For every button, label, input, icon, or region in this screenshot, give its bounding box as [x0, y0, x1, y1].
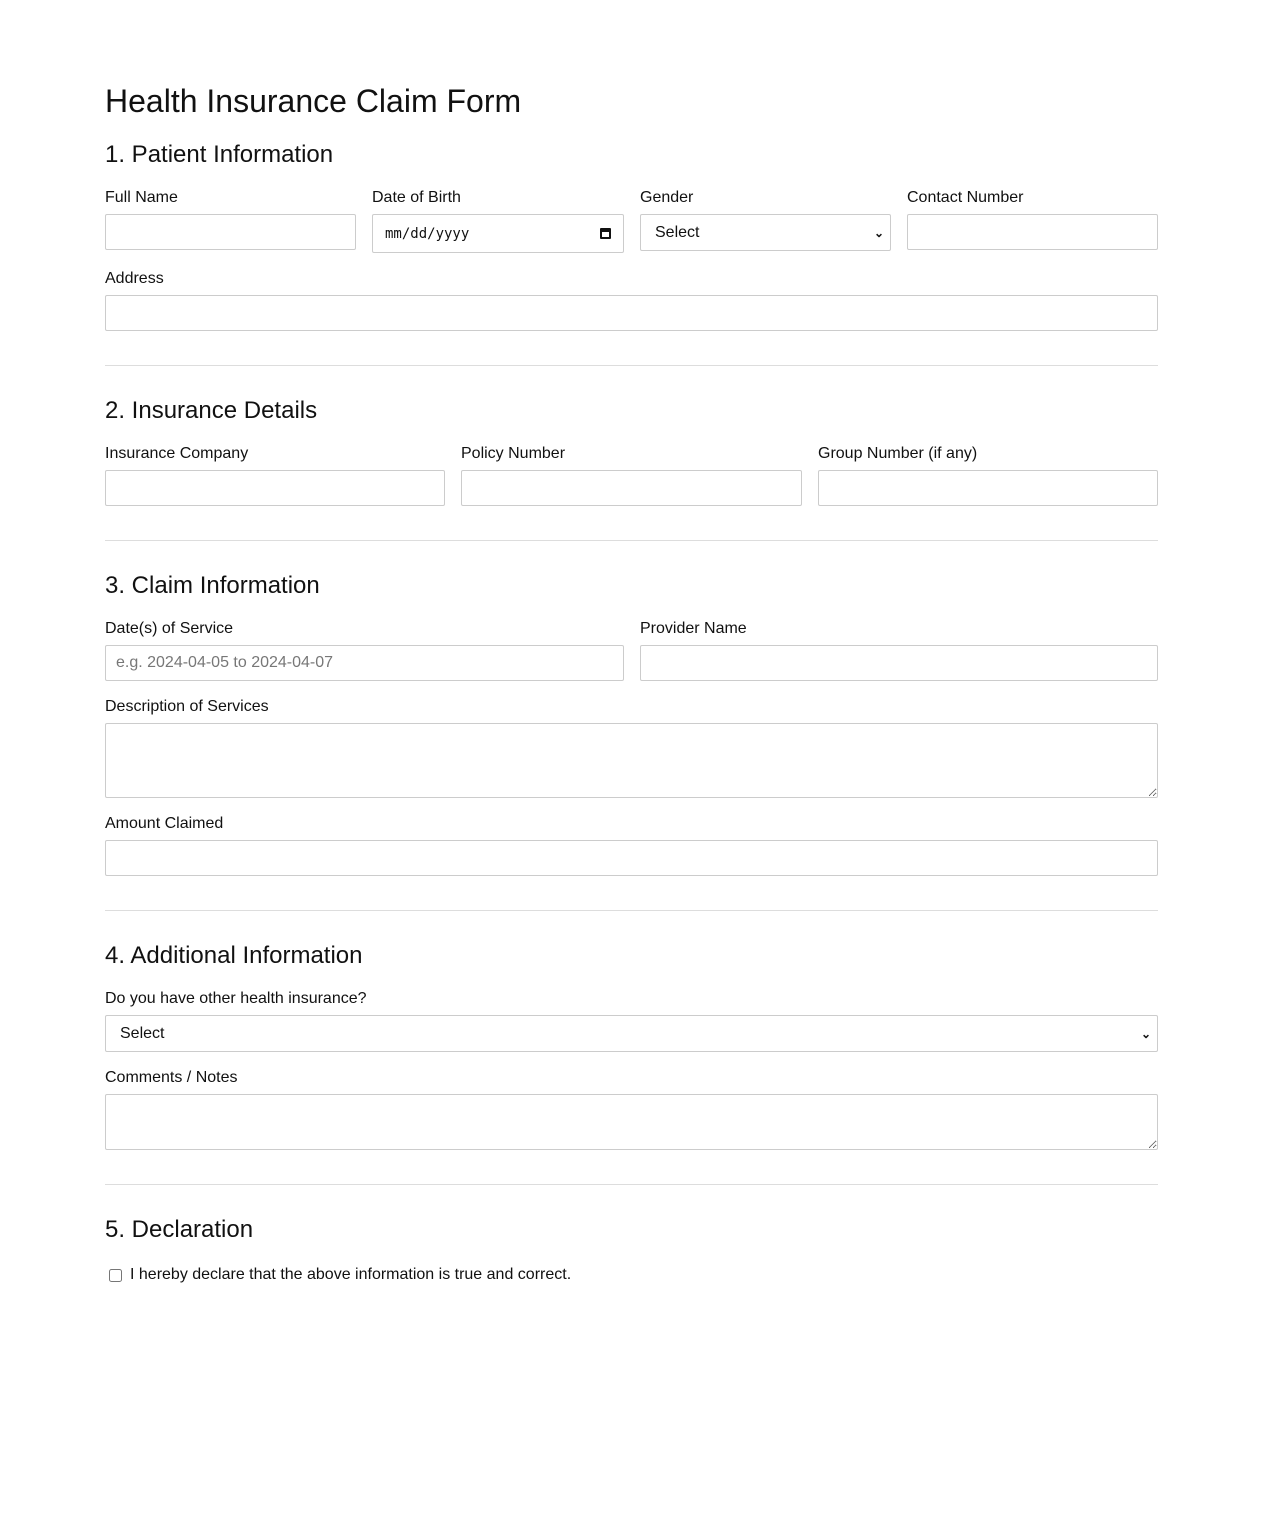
page-title: Health Insurance Claim Form — [105, 83, 522, 119]
divider — [105, 910, 1158, 911]
section-heading-additional: 4. Additional Information — [105, 942, 363, 969]
divider — [105, 540, 1158, 541]
policy-number-input[interactable] — [461, 470, 802, 506]
description-label: Description of Services — [105, 698, 269, 715]
dates-of-service-input[interactable] — [105, 645, 624, 681]
comments-label: Comments / Notes — [105, 1069, 238, 1086]
section-heading-claim: 3. Claim Information — [105, 572, 320, 599]
other-insurance-select[interactable] — [105, 1015, 1158, 1052]
chevron-down-icon: ⌄ — [873, 225, 884, 240]
insurance-company-input[interactable] — [105, 470, 445, 506]
group-number-label: Group Number (if any) — [818, 445, 978, 462]
divider — [105, 1184, 1158, 1185]
provider-name-input[interactable] — [640, 645, 1158, 681]
dob-input[interactable] — [372, 214, 624, 253]
policy-number-label: Policy Number — [461, 445, 566, 462]
other-insurance-label: Do you have other health insurance? — [105, 990, 367, 1007]
gender-value: Select — [655, 223, 700, 241]
gender-label: Gender — [640, 189, 694, 206]
chevron-down-icon: ⌄ — [1140, 1026, 1151, 1041]
contact-label: Contact Number — [907, 189, 1024, 206]
comments-textarea[interactable] — [105, 1094, 1158, 1150]
section-heading-patient: 1. Patient Information — [105, 141, 334, 168]
other-insurance-value: Select — [120, 1024, 165, 1042]
dates-of-service-label: Date(s) of Service — [105, 620, 234, 637]
group-number-input[interactable] — [818, 470, 1158, 506]
gender-select[interactable] — [640, 214, 891, 251]
dob-placeholder: mm/dd/yyyy — [385, 225, 470, 242]
insurance-company-label: Insurance Company — [105, 445, 249, 462]
full-name-input[interactable] — [105, 214, 356, 250]
declaration-checkbox[interactable] — [109, 1269, 122, 1282]
divider — [105, 365, 1158, 366]
section-heading-insurance: 2. Insurance Details — [105, 397, 318, 424]
amount-claimed-label: Amount Claimed — [105, 815, 224, 832]
dob-label: Date of Birth — [372, 189, 461, 206]
address-input[interactable] — [105, 295, 1158, 331]
description-textarea[interactable] — [105, 723, 1158, 798]
contact-input[interactable] — [907, 214, 1158, 250]
section-heading-declaration: 5. Declaration — [105, 1216, 254, 1243]
amount-claimed-input[interactable] — [105, 840, 1158, 876]
full-name-label: Full Name — [105, 189, 178, 206]
calendar-icon[interactable] — [600, 228, 611, 239]
declaration-label[interactable]: I hereby declare that the above information is true and correct. — [130, 1266, 572, 1283]
provider-name-label: Provider Name — [640, 620, 747, 637]
address-label: Address — [105, 270, 164, 287]
